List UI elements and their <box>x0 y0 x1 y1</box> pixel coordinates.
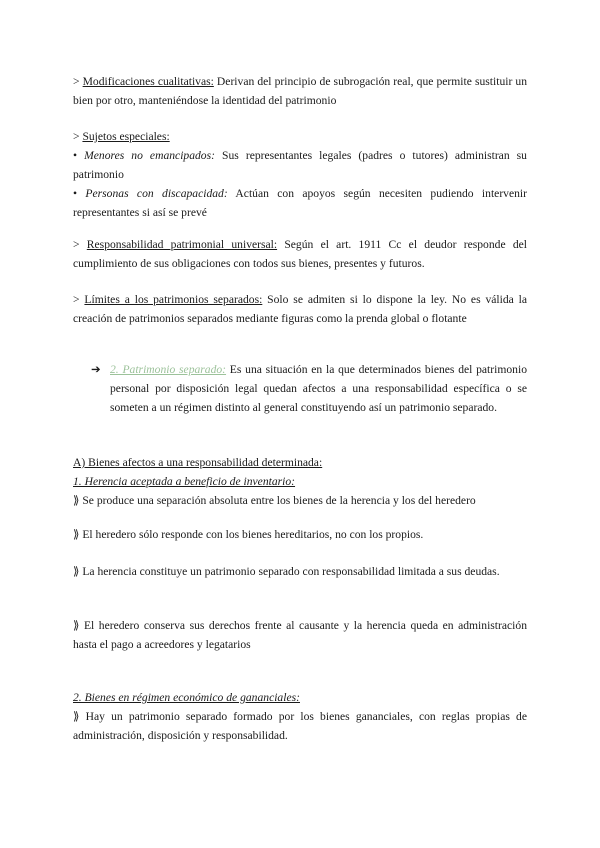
bullet-glyph: • <box>73 149 85 162</box>
paragraph: ⟫ El heredero sólo responde con los bienes hereditarios, no con los propios. <box>73 528 424 541</box>
paragraph-heredero-conserva <box>73 616 527 654</box>
section-marker: > <box>73 293 85 306</box>
section-text: Según el art. 1911 Cc el deudor responde del cumplimiento de sus obligaciones con todos sus bienes, presentes y futuros. <box>73 238 527 270</box>
bullet-menores <box>73 146 527 184</box>
bullet-label: Personas con discapacidad: <box>85 187 228 200</box>
subsection-title: 2. Bienes en régimen económico de gananciales: <box>73 691 300 704</box>
paragraph: ⟫ Se produce una separación absoluta entre los bienes de la herencia y los del heredero <box>73 494 476 507</box>
subsection-title: 1. Herencia aceptada a beneficio de inventario: <box>73 475 296 488</box>
bullet-text: Actúan con apoyos según necesiten pudiendo intervenir representantes si así se prevé <box>73 187 527 219</box>
section-modificaciones-cualitativas <box>73 72 527 110</box>
section-bienes-afectos <box>73 453 527 510</box>
section-responsabilidad-universal <box>73 235 527 273</box>
section-title: Límites a los patrimonios separados: <box>84 293 263 306</box>
section-text: Es una situación en la que determinados bienes del patrimonio personal por disposición legal quedan afectos a una responsabilidad específica o se someten a un régimen distinto al general constituyendo así un patrimonio separado. <box>110 363 527 414</box>
section-title: Responsabilidad patrimonial universal: <box>86 238 278 251</box>
bullet-glyph: • <box>73 187 86 200</box>
section-marker: > <box>73 75 83 88</box>
section-title: Modificaciones cualitativas: <box>82 75 214 88</box>
section-heading: A) Bienes afectos a una responsabilidad determinada: <box>73 456 323 469</box>
section-title: 2. Patrimonio separado: <box>110 363 227 376</box>
paragraph: ⟫ La herencia constituye un patrimonio separado con responsabilidad limitada a sus deudas. <box>73 565 500 578</box>
paragraph: ⟫ Hay un patrimonio separado formado por los bienes gananciales, con reglas propias de administración, disposición y responsabilidad. <box>73 710 527 742</box>
section-title: Sujetos especiales: <box>82 130 170 143</box>
section-limites-patrimonios <box>73 290 527 328</box>
paragraph-herencia-separada <box>73 562 527 581</box>
bullet-discapacidad <box>73 184 527 222</box>
section-patrimonio-separado <box>91 360 527 417</box>
bullet-label: Menores no emancipados: <box>84 149 215 162</box>
section-marker: > <box>73 238 87 251</box>
paragraph: ⟫ El heredero conserva sus derechos frente al causante y la herencia queda en administración hasta el pago a acreedores y legatarios <box>73 619 527 651</box>
section-sujetos-especiales <box>73 127 527 222</box>
arrow-right-icon: ➔ <box>91 363 101 376</box>
section-gananciales <box>73 688 527 745</box>
section-text: Solo se admiten si lo dispone la ley. No es válida la creación de patrimonios separados mediante figuras como la prenda global o flotante <box>73 293 528 325</box>
section-marker: > <box>73 130 83 143</box>
section-text: Derivan del principio de subrogación real, que permite sustituir un bien por otro, manteniéndose la identidad del patrimonio <box>73 75 527 107</box>
bullet-text: Sus representantes legales (padres o tutores) administran su patrimonio <box>73 149 527 181</box>
paragraph-heredero-responde <box>73 525 527 544</box>
